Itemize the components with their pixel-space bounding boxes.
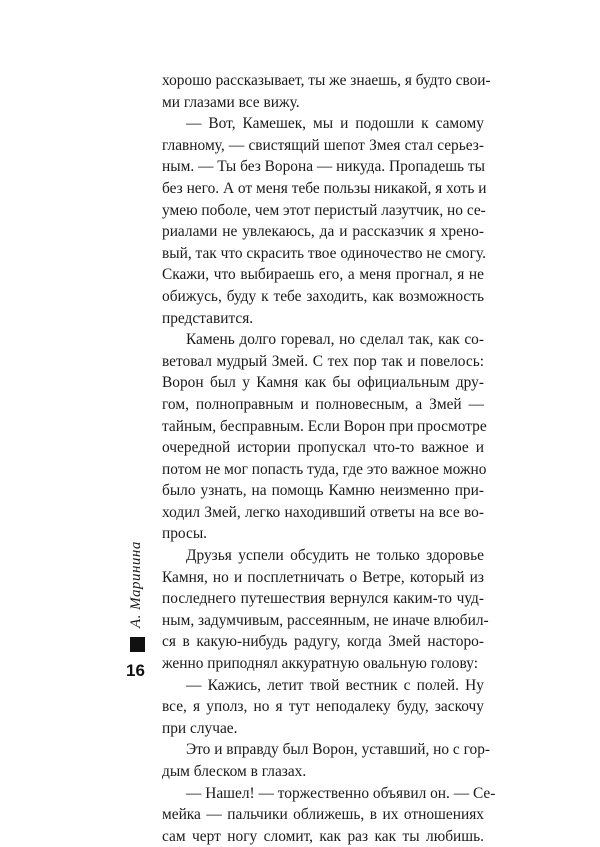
text-line: ся в какую-нибудь радугу, когда Змей насторо- (162, 633, 484, 651)
text-line: главному, — свистящий шепот Змея стал серьез- (162, 136, 484, 154)
text-line: ветовал мудрый Змей. С тех пор так и повелось: (162, 352, 484, 370)
text-line: представится. (162, 309, 254, 327)
text-line: умею поболе, чем этот перистый лазутчик, но се- (162, 201, 486, 219)
black-square-marker (130, 637, 145, 652)
page-body-text (162, 70, 496, 847)
text-line: хорошо рассказывает, ты же знаешь, я будто свои- (162, 72, 491, 89)
text-line: Это и вправду был Ворон, уставший, но с гор- (186, 741, 491, 759)
text-line: Скажи, что выбираешь его, а меня прогнал, я не (162, 266, 484, 284)
text-line: ным. — Ты без Ворона — никуда. Пропадешь ты (162, 158, 485, 176)
text-line: — Кажись, летит твой вестник с полей. Ну (186, 676, 484, 694)
text-line: — Вот, Камешек, мы и подошли к самому (186, 115, 484, 133)
text-line: просы. (162, 525, 208, 543)
text-line: при случае. (162, 719, 238, 737)
text-line: риалами не увлекаюсь, да и рассказчик я хрено- (162, 223, 484, 241)
text-line: мейка — пальчики оближешь, в их отношениях (162, 806, 484, 824)
text-line: потом не мог попасть туда, где это важное можно (162, 460, 487, 478)
page-number: 16 (126, 661, 145, 680)
text-line: дым блеском в глазах. (162, 763, 307, 780)
text-line: гом, полноправным и полновесным, а Змей — (162, 395, 484, 413)
text-line: тайным, бесправным. Если Ворон при просмотре (162, 417, 487, 435)
text-line: сам черт ногу сломит, как раз как ты любишь. (162, 827, 484, 845)
text-line: ным, задумчивым, рассеянным, не иначе влюбил- (162, 611, 489, 629)
text-line: очередной истории пропускал что-то важное и (162, 439, 484, 457)
text-line: ми глазами все вижу. (162, 93, 300, 111)
text-line: последнего путешествия вернулся каким-то чуд- (162, 590, 484, 608)
text-line: обижусь, буду к тебе заходить, как возможность (162, 287, 484, 305)
text-line: ходил Змей, легко находивший ответы на все во- (162, 503, 484, 521)
text-line: было узнать, на помощь Камню неизменно при- (162, 482, 484, 500)
text-line: Друзья успели обсудить не только здоровье (186, 547, 484, 565)
text-line: Камень долго горевал, но сделал так, как со- (186, 331, 484, 349)
running-head-author: А. Маринина (128, 541, 144, 628)
text-line: женно приподнял аккуратную овальную голову: (162, 655, 479, 673)
text-line: все, я уполз, но я тут неподалеку буду, заскочу (162, 698, 484, 716)
text-line: Камня, но и посплетничать о Ветре, который из (162, 568, 484, 586)
text-line: без него. А от меня тебе пользы никакой, я хоть и (162, 179, 487, 197)
text-line: вый, так что скрасить твое одиночество не смогу. (162, 244, 486, 262)
text-line: — Нашел! — торжественно объявил он. — Се- (186, 784, 496, 802)
text-line: Ворон был у Камня как бы официальным дру- (162, 374, 484, 392)
